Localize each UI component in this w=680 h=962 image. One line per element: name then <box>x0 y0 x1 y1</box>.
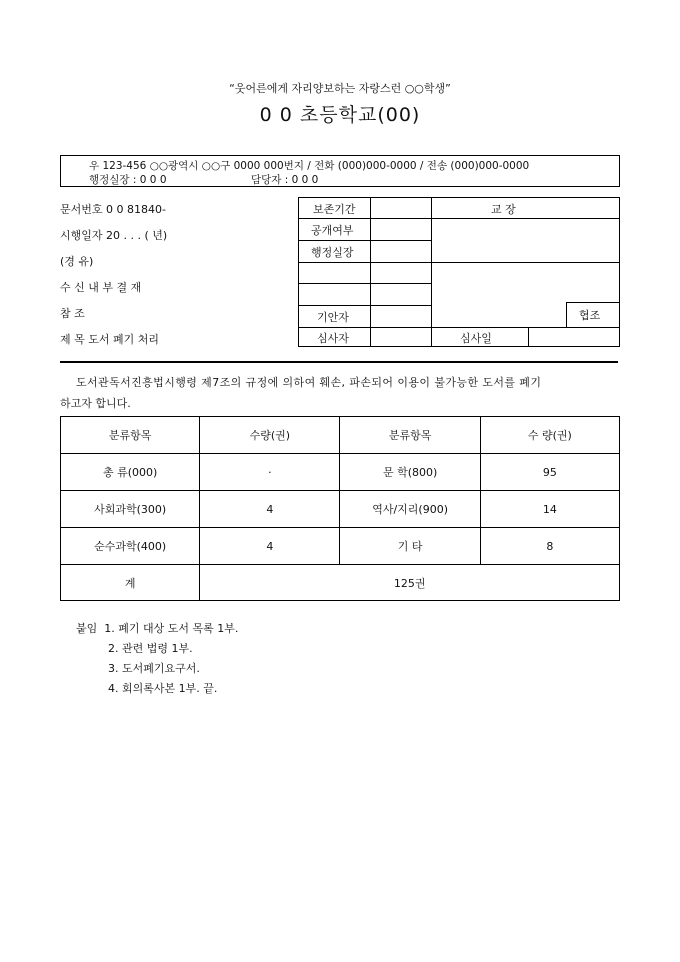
table-cell: 8 <box>480 528 619 565</box>
divider <box>60 361 618 363</box>
cooperation-label: 협조 <box>579 309 601 322</box>
subject-field: 제 목 도서 폐기 처리 <box>60 333 159 346</box>
reference-field: 참 조 <box>60 307 85 320</box>
total-value: 125권 <box>200 565 620 601</box>
table-cell: 문 학(800) <box>340 454 480 491</box>
table-row <box>61 454 620 491</box>
attachment-item: 4. 회의록사본 1부. 끝. <box>108 682 218 695</box>
body-line-1: 도서관독서진흥법시행령 제7조의 규정에 의하여 훼손, 파손되어 이용이 불가능한 도서를 폐기 <box>76 376 542 389</box>
table-cell: 4 <box>200 491 340 528</box>
table-header-row <box>61 417 620 454</box>
disposal-table <box>60 416 620 601</box>
attachment-item: 붙임 1. 폐기 대상 도서 목록 1부. <box>76 622 239 635</box>
table-cell: 총 류(000) <box>61 454 200 491</box>
table-header: 수 량(권) <box>480 417 619 454</box>
table-header: 분류항목 <box>61 417 200 454</box>
person-in-charge: 담당자 : 0 0 0 <box>251 174 319 186</box>
table-header: 분류항목 <box>340 417 480 454</box>
attachment-item: 3. 도서폐기요구서. <box>108 662 200 675</box>
address-box <box>60 155 620 187</box>
table-row <box>61 491 620 528</box>
approval-grid <box>298 197 620 347</box>
document-number: 문서번호 0 0 81840- <box>60 203 166 216</box>
school-name: 0 0 초등학교(00) <box>259 104 421 126</box>
drafter-label: 기안자 <box>317 311 349 324</box>
body-paragraph <box>60 372 620 414</box>
via-field: (경 유) <box>60 255 94 268</box>
admin-head-label: 행정실장 <box>311 246 354 259</box>
attachments <box>76 619 238 699</box>
attachments-label: 붙임 <box>76 622 98 635</box>
table-cell: 14 <box>480 491 619 528</box>
table-cell: 95 <box>480 454 619 491</box>
principal-label: 교 장 <box>491 203 516 216</box>
table-cell: · <box>200 454 340 491</box>
school-slogan: “웃어른에게 자리양보하는 자랑스런 ○○학생” <box>229 82 451 95</box>
table-cell: 역사/지리(900) <box>340 491 480 528</box>
table-cell: 순수과학(400) <box>61 528 200 565</box>
table-cell: 4 <box>200 528 340 565</box>
table-cell: 기 타 <box>340 528 480 565</box>
body-line-2: 하고자 합니다. <box>60 397 131 410</box>
admin-head-contact: 행정실장 : 0 0 0 <box>89 174 167 186</box>
attachment-item: 2. 관련 법령 1부. <box>108 642 193 655</box>
reviewer-label: 심사자 <box>317 332 349 345</box>
table-header: 수량(권) <box>200 417 340 454</box>
total-label: 계 <box>61 565 200 601</box>
recipient-field: 수 신 내 부 결 재 <box>60 281 142 294</box>
enforcement-date: 시행일자 20 . . . ( 년) <box>60 229 168 242</box>
table-cell: 사회과학(300) <box>61 491 200 528</box>
retention-label: 보존기간 <box>313 203 356 216</box>
address-line: 우 123-456 ○○광역시 ○○구 0000 000번지 / 전화 (000)000-0000 / 전송 (000)000-0000 <box>89 160 530 172</box>
table-row <box>61 528 620 565</box>
review-date-label: 심사일 <box>460 332 492 345</box>
disclosure-label: 공개여부 <box>311 224 354 237</box>
table-total-row <box>61 565 620 601</box>
